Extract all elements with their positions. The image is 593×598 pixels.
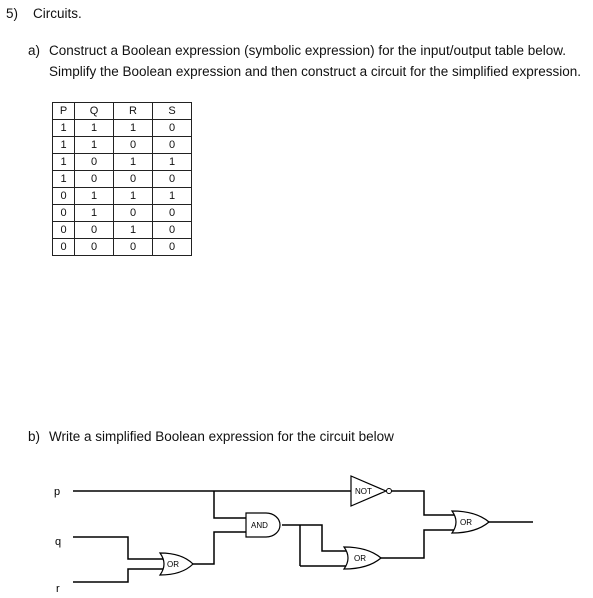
circuit-wires — [73, 491, 533, 582]
cell-q: 0 — [74, 153, 113, 170]
input-label-p: p — [54, 486, 61, 498]
input-label-r: r — [56, 583, 60, 595]
question-number: 5) — [6, 6, 19, 21]
or-gate-right-label: OR — [460, 518, 472, 527]
cell-s: 0 — [152, 170, 192, 187]
wire-and-to-or — [282, 525, 347, 551]
wire-q-to-or — [73, 537, 163, 559]
cell-r: 1 — [113, 119, 152, 136]
cell-q: 1 — [74, 187, 113, 204]
cell-q: 1 — [74, 204, 113, 221]
or-gate-left — [160, 553, 193, 575]
and-gate-label: AND — [251, 521, 268, 530]
cell-r: 1 — [113, 221, 152, 238]
cell-r: 0 — [113, 238, 152, 256]
wire-not-to-or — [388, 491, 454, 515]
input-label-q: q — [55, 536, 62, 548]
part-a-instruction-line1: Construct a Boolean expression (symbolic expression) for the input/output table below. — [49, 43, 567, 58]
cell-r: 0 — [113, 170, 152, 187]
cell-s: 1 — [152, 187, 192, 204]
or-gate-right — [452, 511, 489, 533]
part-b-label: b) — [28, 429, 41, 444]
cell-r: 1 — [113, 153, 152, 170]
part-a-label: a) — [28, 43, 41, 58]
or-gate-left-label: OR — [167, 560, 179, 569]
not-gate-label: NOT — [355, 487, 372, 496]
cell-p: 0 — [52, 238, 74, 256]
wire-p-to-and — [214, 491, 246, 518]
or-gate-middle-label: OR — [354, 554, 366, 563]
header-q: Q — [74, 102, 113, 119]
not-gate — [351, 476, 392, 506]
cell-r: 0 — [113, 136, 152, 153]
header-p: P — [52, 102, 74, 119]
cell-p: 0 — [52, 221, 74, 238]
wire-or-mid-to-or — [381, 530, 454, 558]
cell-s: 0 — [152, 119, 192, 136]
cell-q: 1 — [74, 136, 113, 153]
cell-r: 1 — [113, 187, 152, 204]
cell-p: 0 — [52, 187, 74, 204]
cell-s: 0 — [152, 204, 192, 221]
wire-r-to-or — [73, 569, 163, 582]
cell-p: 1 — [52, 153, 74, 170]
part-a-instruction-line2: Simplify the Boolean expression and then construct a circuit for the simplified expression. — [49, 64, 582, 79]
header-r: R — [113, 102, 152, 119]
cell-r: 0 — [113, 204, 152, 221]
cell-s: 0 — [152, 238, 192, 256]
cell-q: 0 — [74, 238, 113, 256]
part-b-instruction: Write a simplified Boolean expression for the circuit below — [49, 429, 394, 444]
cell-q: 0 — [74, 170, 113, 187]
cell-p: 0 — [52, 204, 74, 221]
and-gate — [246, 513, 280, 537]
cell-p: 1 — [52, 119, 74, 136]
question-title: Circuits. — [33, 6, 82, 21]
cell-s: 0 — [152, 221, 192, 238]
header-s: S — [152, 102, 192, 119]
cell-p: 1 — [52, 136, 74, 153]
cell-q: 1 — [74, 119, 113, 136]
cell-s: 0 — [152, 136, 192, 153]
cell-s: 1 — [152, 153, 192, 170]
or-gate-middle — [344, 547, 381, 569]
cell-p: 1 — [52, 170, 74, 187]
cell-q: 0 — [74, 221, 113, 238]
wire-or-to-and — [192, 532, 246, 564]
